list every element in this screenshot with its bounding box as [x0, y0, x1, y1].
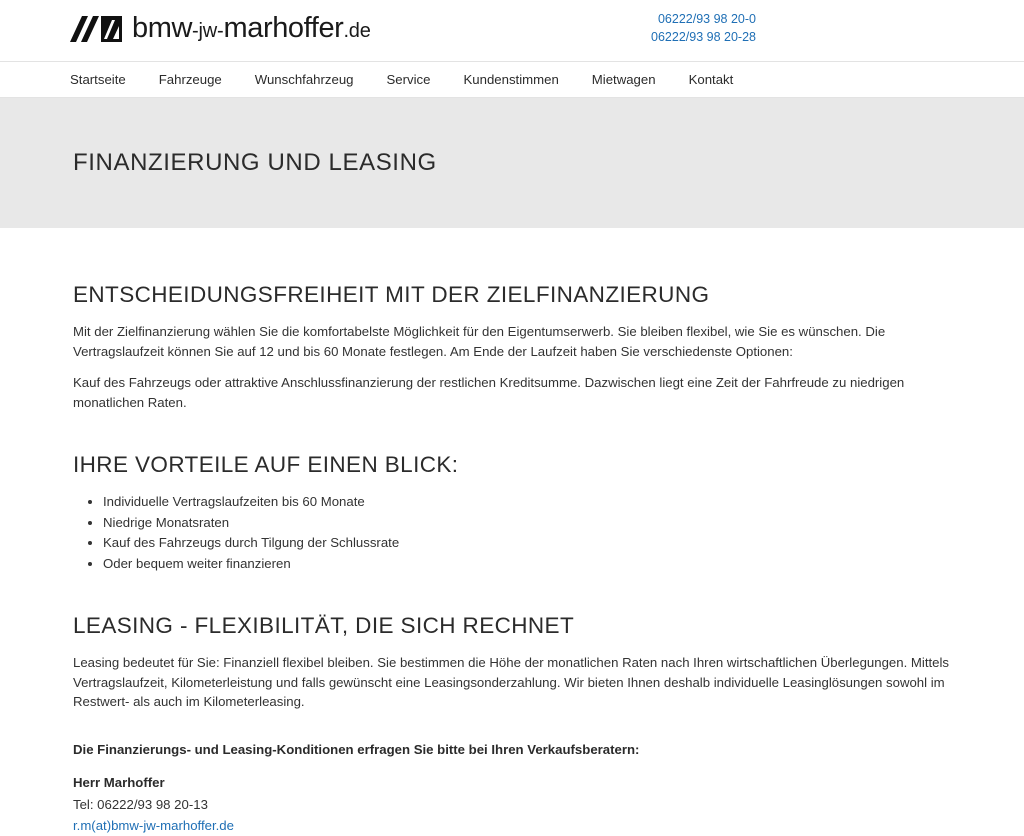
logo-brand-second: marhoffer	[223, 12, 344, 44]
main-content	[0, 228, 1024, 836]
benefits-list	[73, 492, 951, 573]
phone-link-primary[interactable]: 06222/93 98 20-0	[657, 12, 756, 26]
phone-link-secondary[interactable]: 06222/93 98 20-28	[651, 30, 756, 44]
logo-brand-tld: .de	[343, 20, 371, 42]
contact-person-name: Herr Marhoffer	[73, 775, 165, 790]
nav-item-fahrzeuge[interactable]: Fahrzeuge	[158, 72, 222, 87]
logo-brand-main: bmw	[132, 12, 193, 44]
contact-email-link[interactable]: r.m(at)bmw-jw-marhoffer.de	[73, 818, 234, 833]
section1-paragraph-1: Mit der Zielfinanzierung wählen Sie die komfortabelste Möglichkeit für den Eigentumserwerb. Sie bleiben flexibel, wie Sie es wünschen. Die Vertragslaufzeit können Sie auf 12 und bis 60 Monate festlegen. Am Ende der Laufzeit haben Sie verschiedenste Optionen:	[73, 324, 886, 359]
logo-wordmark	[132, 12, 371, 45]
list-item: • Niedrige Monatsraten	[103, 513, 951, 533]
main-navigation	[0, 62, 1024, 98]
contact-phone: Tel: 06222/93 98 20-13	[73, 796, 208, 812]
page-hero-band	[0, 98, 1024, 228]
section-heading-zielfinanzierung: ENTSCHEIDUNGSFREIHEIT MIT DER ZIELFINANZIERUNG	[73, 282, 710, 307]
list-item: • Oder bequem weiter finanzieren	[103, 554, 951, 574]
section-heading-leasing: LEASING - FLEXIBILITÄT, DIE SICH RECHNET	[73, 613, 575, 638]
section1-paragraph-2: Kauf des Fahrzeugs oder attraktive Anschlussfinanzierung der restlichen Kreditsumme. Dazwischen liegt eine Zeit der Fahrfreude zu niedrigen monatlichen Raten.	[73, 375, 905, 410]
nav-item-kundenstimmen[interactable]: Kundenstimmen	[463, 72, 559, 87]
site-logo[interactable]	[68, 12, 371, 45]
header-phone-numbers	[651, 10, 756, 46]
list-item: • Individuelle Vertragslaufzeiten bis 60 Monate	[103, 492, 951, 512]
nav-item-startseite[interactable]: Startseite	[70, 72, 126, 87]
contact-intro: Die Finanzierungs- und Leasing-Konditionen erfragen Sie bitte bei Ihren Verkaufsberatern:	[73, 741, 640, 757]
section3-paragraph-1: Leasing bedeutet für Sie: Finanziell flexibel bleiben. Sie bestimmen die Höhe der monatlichen Raten nach Ihren wirtschaftlichen Überlegungen. Mittels Vertragslaufzeit, Kilometerleistung und falls gewünscht eine Leasingsonderzahlung. Wir bieten Ihnen deshalb individuelle Leasinglösungen sowohl im Restwert- als auch im Kilometerleasing.	[73, 655, 950, 709]
nav-item-service[interactable]: Service	[386, 72, 431, 87]
nav-item-wunschfahrzeug[interactable]: Wunschfahrzeug	[254, 72, 354, 87]
logo-brand-mid: -jw-	[192, 20, 224, 42]
list-item: • Kauf des Fahrzeugs durch Tilgung der Schlussrate	[103, 533, 951, 553]
bmw-jw-marhoffer-logo-icon	[68, 14, 124, 44]
page-title: FINANZIERUNG UND LEASING	[73, 149, 437, 176]
site-header	[0, 0, 1024, 62]
nav-item-kontakt[interactable]: Kontakt	[688, 72, 734, 87]
contact-block	[73, 740, 951, 836]
section-heading-vorteile: IHRE VORTEILE AUF EINEN BLICK:	[73, 452, 459, 477]
nav-item-mietwagen[interactable]: Mietwagen	[591, 72, 656, 87]
